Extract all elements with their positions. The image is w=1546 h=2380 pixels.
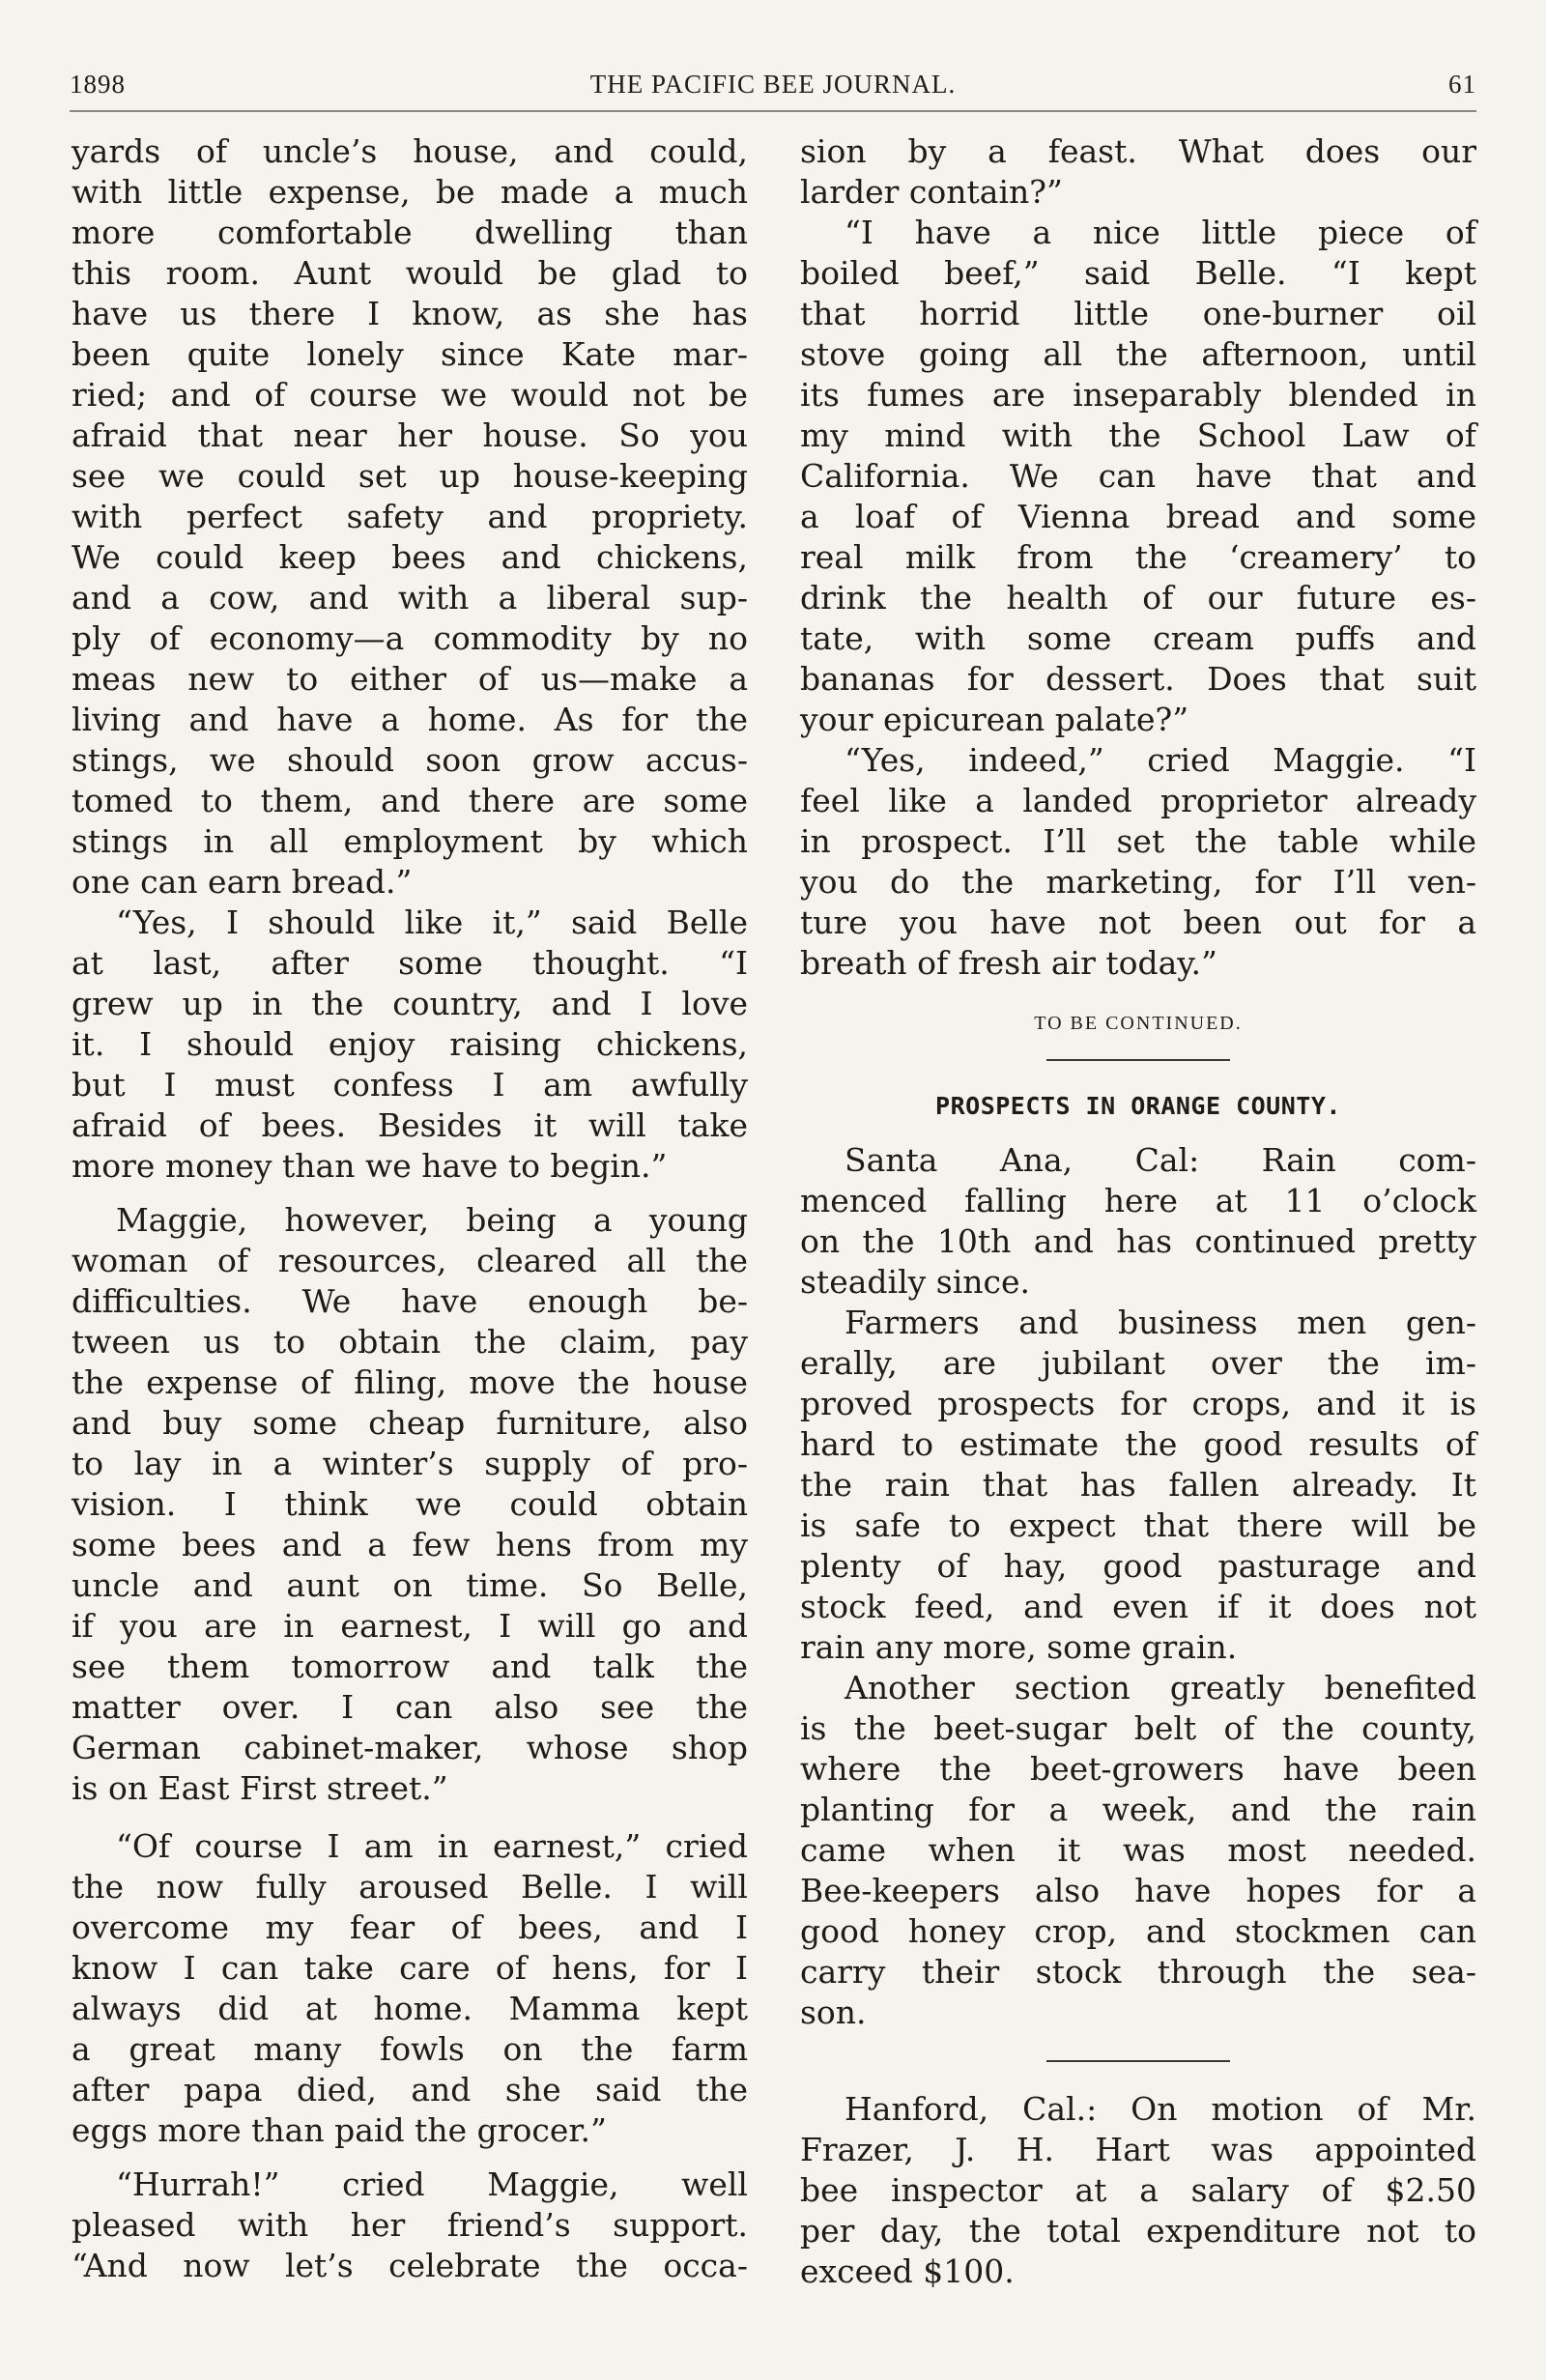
text-line: exceed $100. (800, 2252, 1015, 2290)
text-line: pleased with her friend’s support. (72, 2206, 748, 2244)
text-line: but I must confess I am awfully (72, 1066, 748, 1104)
divider (1046, 2060, 1230, 2062)
text-line: tate, with some cream puffs and (800, 619, 1476, 657)
text-line: eggs more than paid the grocer.” (72, 2111, 607, 2149)
paragraph (800, 1140, 1476, 1303)
text-line: if you are in earnest, I will go and (72, 1607, 748, 1645)
text-line: stings, we should soon grow accus- (72, 741, 748, 779)
text-line: boiled beef,” said Belle. “I kept (800, 254, 1476, 292)
text-line: Farmers and business men gen- (845, 1304, 1476, 1341)
text-line: tomed to them, and there are some (72, 782, 748, 819)
text-line: see them tomorrow and talk the (72, 1648, 748, 1685)
text-line: California. We can have that and (800, 457, 1476, 495)
text-line: stove going all the afternoon, until (800, 335, 1476, 373)
text-line: you do the marketing, for I’ll ven- (800, 863, 1476, 901)
text-line: We could keep bees and chickens, (72, 538, 748, 576)
text-line: matter over. I can also see the (72, 1688, 748, 1726)
text-line: tween us to obtain the claim, pay (72, 1323, 748, 1361)
text-line: the now fully aroused Belle. I will (72, 1868, 748, 1906)
text-line: with perfect safety and propriety. (72, 498, 748, 535)
text-line: more comfortable dwelling than (72, 214, 748, 251)
text-line: ried; and of course we would not be (72, 376, 748, 414)
text-line: planting for a week, and the rain (800, 1791, 1476, 1828)
text-line: menced falling here at 11 o’clock (800, 1182, 1476, 1219)
to-be-continued: TO BE CONTINUED. (1034, 1013, 1243, 1034)
text-line: bananas for dessert. Does that suit (800, 660, 1476, 698)
paragraph (800, 740, 1476, 984)
paragraph (72, 131, 748, 903)
journal-title: THE PACIFIC BEE JOURNAL. (589, 70, 957, 99)
paragraph (800, 2089, 1476, 2292)
text-line: “And now let’s celebrate the occa- (72, 2247, 748, 2284)
text-line: Bee-keepers also have hopes for a (800, 1872, 1476, 1909)
text-line: breath of fresh air today.” (800, 944, 1217, 982)
text-line: some bees and a few hens from my (72, 1526, 748, 1563)
paragraph (72, 1200, 748, 1809)
text-line: erally, are jubilant over the im- (800, 1344, 1476, 1382)
text-line: its fumes are inseparably blended in (800, 376, 1476, 414)
text-line: plenty of hay, good pasturage and (800, 1547, 1476, 1585)
paragraph (800, 1668, 1476, 2033)
text-line: German cabinet-maker, whose shop (72, 1729, 748, 1766)
text-line: stings in all employment by which (72, 822, 748, 860)
paragraph (800, 131, 1476, 213)
running-header (70, 66, 1476, 112)
paragraph-gap (72, 2151, 748, 2165)
paragraph (72, 1826, 748, 2151)
text-line: know I can take care of hens, for I (72, 1949, 748, 1987)
text-line: Maggie, however, being a young (116, 1201, 748, 1239)
header-year: 1898 (70, 70, 126, 99)
text-line: that horrid little one-burner oil (800, 295, 1476, 332)
text-line: ture you have not been out for a (800, 903, 1476, 941)
text-line: one can earn bread.” (72, 863, 413, 901)
text-line: stock feed, and even if it does not (800, 1588, 1476, 1625)
text-line: woman of resources, cleared all the (72, 1242, 748, 1279)
text-line: more money than we have to begin.” (72, 1147, 668, 1185)
text-line: see we could set up house-keeping (72, 457, 748, 495)
text-line: afraid that near her house. So you (72, 416, 748, 454)
article-heading: PROSPECTS IN ORANGE COUNTY. (935, 1092, 1341, 1120)
text-line: son. (800, 1993, 867, 2031)
text-line: the expense of filing, move the house (72, 1363, 748, 1401)
text-line: bee inspector at a salary of $2.50 (800, 2171, 1476, 2209)
text-line: “I have a nice little piece of (845, 214, 1476, 251)
text-line: where the beet-growers have been (800, 1750, 1476, 1788)
text-line: drink the health of our future es- (800, 579, 1476, 617)
text-line: “Yes, I should like it,” said Belle (116, 903, 748, 941)
text-line: Frazer, J. H. Hart was appointed (800, 2131, 1476, 2168)
divider (1046, 1059, 1230, 1061)
text-line: overcome my fear of bees, and I (72, 1908, 748, 1946)
text-line: proved prospects for crops, and it is (800, 1385, 1476, 1422)
text-line: good honey crop, and stockmen can (800, 1912, 1476, 1950)
text-line: it. I should enjoy raising chickens, (72, 1025, 748, 1063)
text-line: yards of uncle’s house, and could, (72, 132, 748, 170)
text-line: my mind with the School Law of (800, 416, 1476, 454)
text-line: on the 10th and has continued pretty (800, 1222, 1476, 1260)
text-line: came when it was most needed. (800, 1831, 1476, 1869)
text-line: in prospect. I’ll set the table while (800, 822, 1476, 860)
text-line: Santa Ana, Cal: Rain com- (845, 1141, 1476, 1179)
text-line: vision. I think we could obtain (72, 1485, 748, 1523)
text-line: hard to estimate the good results of (800, 1425, 1476, 1463)
paragraph (800, 1303, 1476, 1668)
text-line: to lay in a winter’s supply of pro- (72, 1445, 748, 1482)
text-line: per day, the total expenditure not to (800, 2212, 1476, 2250)
paragraph-gap (72, 1809, 748, 1826)
text-line: rain any more, some grain. (800, 1628, 1238, 1666)
text-line: a loaf of Vienna bread and some (800, 498, 1476, 535)
text-line: at last, after some thought. “I (72, 944, 748, 982)
text-line: difficulties. We have enough be- (72, 1282, 748, 1320)
text-line: this room. Aunt would be glad to (72, 254, 748, 292)
right-column (800, 131, 1476, 2292)
text-line: been quite lonely since Kate mar- (72, 335, 748, 373)
text-line: steadily since. (800, 1263, 1031, 1301)
paragraph (800, 213, 1476, 740)
text-line: have us there I know, as she has (72, 295, 748, 332)
left-column (72, 131, 748, 2286)
paragraph (72, 903, 748, 1187)
text-line: always did at home. Mamma kept (72, 1990, 748, 2027)
text-line: real milk from the ‘creamery’ to (800, 538, 1476, 576)
text-line: a great many fowls on the farm (72, 2030, 748, 2068)
paragraph-gap (72, 1187, 748, 1200)
text-line: Another section greatly benefited (845, 1669, 1476, 1706)
text-line: living and have a home. As for the (72, 701, 748, 738)
text-line: is on East First street.” (72, 1769, 448, 1807)
text-line: meas new to either of us—make a (72, 660, 748, 698)
text-line: ply of economy—a commodity by no (72, 619, 748, 657)
text-line: “Hurrah!” cried Maggie, well (116, 2165, 748, 2203)
text-line: uncle and aunt on time. So Belle, (72, 1566, 748, 1604)
text-line: after papa died, and she said the (72, 2071, 748, 2108)
text-line: Hanford, Cal.: On motion of Mr. (845, 2090, 1476, 2128)
text-line: grew up in the country, and I love (72, 985, 748, 1022)
text-line: sion by a feast. What does our (800, 132, 1476, 170)
text-line: “Of course I am in earnest,” cried (116, 1827, 748, 1865)
text-line: is the beet-sugar belt of the county, (800, 1709, 1476, 1747)
text-line: “Yes, indeed,” cried Maggie. “I (845, 741, 1476, 779)
text-line: and buy some cheap furniture, also (72, 1404, 748, 1442)
text-line: afraid of bees. Besides it will take (72, 1106, 748, 1144)
text-line: with little expense, be made a much (72, 173, 748, 211)
text-line: your epicurean palate?” (800, 701, 1189, 738)
page-number: 61 (1448, 70, 1476, 99)
text-line: the rain that has fallen already. It (800, 1466, 1476, 1504)
text-line: feel like a landed proprietor already (800, 782, 1476, 819)
text-line: and a cow, and with a liberal sup- (72, 579, 748, 617)
text-line: larder contain?” (800, 173, 1063, 211)
paragraph (72, 2165, 748, 2286)
text-line: is safe to expect that there will be (800, 1506, 1476, 1544)
text-line: carry their stock through the sea- (800, 1953, 1476, 1991)
